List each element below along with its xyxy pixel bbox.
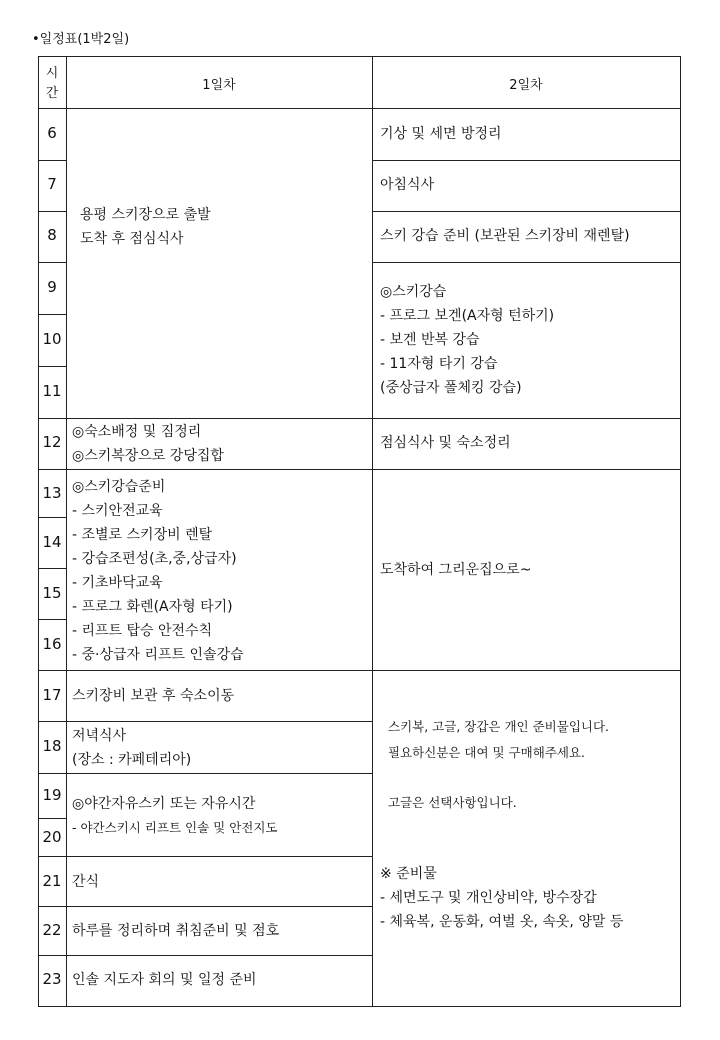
hour-22: 22 <box>42 921 62 939</box>
day2-lesson-block: ◎스키강습 - 프로그 보겐(A자형 턴하기) - 보겐 반복 강습 - 11자형 타기 강습 (중상급자 폴체킹 강습) <box>380 284 555 396</box>
hour-19: 19 <box>42 786 62 804</box>
hour-10: 10 <box>42 330 62 348</box>
day2-row-6: 기상 및 세면 방정리 <box>380 126 502 142</box>
hour-8: 8 <box>47 226 57 244</box>
hour-6: 6 <box>47 124 57 142</box>
day2-row-12: 점심식사 및 숙소정리 <box>380 435 511 451</box>
day1-row-17: 스키장비 보관 후 숙소이동 <box>72 688 235 704</box>
hour-7: 7 <box>47 175 57 193</box>
hour-13: 13 <box>42 484 62 502</box>
day1-dinner-block: 저녁식사 (장소 : 카페테리아) <box>72 728 192 768</box>
day1-departure-block: 용평 스키장으로 출발 도착 후 점심식사 <box>80 207 211 247</box>
day2-prep-block: ※ 준비물 - 세면도구 및 개인상비약, 방수장갑 - 체육복, 운동화, 여벌 옷, 속옷, 양말 등 <box>380 866 624 930</box>
hour-16: 16 <box>42 635 62 653</box>
day2-notice-block: 스키복, 고글, 장갑은 개인 준비물입니다. 필요하신분은 대여 및 구매해주세요. 고글은 선택사항입니다. <box>388 719 610 810</box>
day1-night-block: ◎야간자유스키 또는 자유시간 - 야간스키시 리프트 인솔 및 안전지도 <box>72 796 278 835</box>
hour-21: 21 <box>42 872 62 890</box>
hour-23: 23 <box>42 970 62 988</box>
day1-ski-prep-block: ◎스키강습준비 - 스키안전교육 - 조별로 스키장비 렌탈 - 강습조편성(초,중,상급자) - 기초바닥교육 - 프로그 화렌(A자형 타기) - 리프트 탑승 안전수칙 - 중·상급자 리프트 인솔강습 <box>72 479 244 663</box>
day2-row-8: 스키 강습 준비 (보관된 스키장비 재렌탈) <box>380 228 630 244</box>
hour-9: 9 <box>47 278 57 296</box>
hour-11: 11 <box>42 382 62 400</box>
hour-14: 14 <box>42 533 62 551</box>
day1-row-21: 간식 <box>72 874 100 890</box>
hour-18: 18 <box>42 737 62 755</box>
day2-row-7: 아침식사 <box>380 177 435 193</box>
header-day2: 2일차 <box>509 78 543 93</box>
page-title: •일정표(1박2일) <box>32 32 130 47</box>
day2-return-block: 도착하여 그리운집으로~ <box>380 562 532 578</box>
hour-12: 12 <box>42 433 62 451</box>
hour-20: 20 <box>42 828 62 846</box>
header-time: 시 간 <box>45 66 59 101</box>
hour-15: 15 <box>42 584 62 602</box>
day1-row-22: 하루를 정리하며 취침준비 및 점호 <box>72 923 280 939</box>
header-day1: 1일차 <box>202 78 236 93</box>
day1-checkin-block: ◎숙소배정 및 짐정리 ◎스키복장으로 강당집합 <box>72 424 224 464</box>
day1-row-23: 인솔 지도자 회의 및 일정 준비 <box>72 972 257 988</box>
hour-17: 17 <box>42 686 62 704</box>
